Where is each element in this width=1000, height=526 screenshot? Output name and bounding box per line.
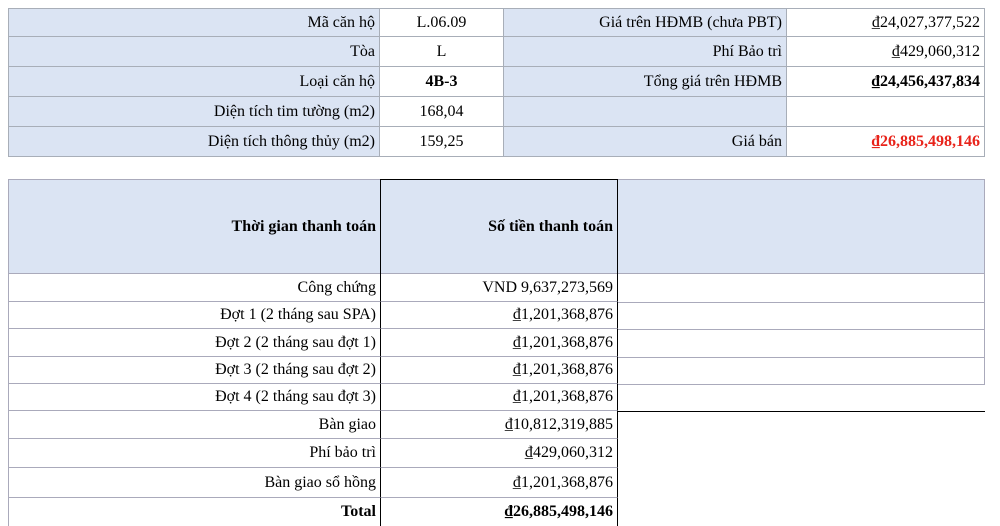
payment-label-installment-1: Đợt 1 (2 tháng sau SPA) (8, 302, 380, 329)
apartment-code-label: Mã căn hộ (8, 8, 380, 37)
apartment-type-value: 4B-3 (380, 67, 504, 97)
total-contract-price-label: Tổng giá trên HĐMB (504, 67, 787, 97)
payment-label-installment-4: Đợt 4 (2 tháng sau đợt 3) (8, 384, 380, 411)
empty-value-cell (787, 97, 985, 127)
gross-area-value: 168,04 (380, 97, 504, 127)
maintenance-fee-value: ₫429,060,312 (787, 37, 985, 67)
payment-amount-maintenance-fee: ₫429,060,312 (380, 439, 618, 468)
net-area-label: Diện tích thông thủy (m2) (8, 127, 380, 157)
row-divider (618, 357, 985, 358)
row-divider (618, 329, 985, 330)
row-divider (618, 302, 985, 303)
payment-amount-installment-3: ₫1,201,368,876 (380, 357, 618, 384)
payment-amount-pink-book-handover: ₫1,201,368,876 (380, 468, 618, 498)
gross-area-label: Diện tích tim tường (m2) (8, 97, 380, 127)
contract-price-value: ₫24,027,377,522 (787, 8, 985, 37)
apartment-code-value: L.06.09 (380, 8, 504, 37)
sale-price-value: ₫26,885,498,146 (787, 127, 985, 157)
empty-label-cell (504, 97, 787, 127)
total-contract-price-value: ₫24,456,437,834 (787, 67, 985, 97)
payment-total-label: Total (8, 498, 380, 526)
payment-label-pink-book-handover: Bàn giao sổ hồng (8, 468, 380, 498)
apartment-type-label: Loại căn hộ (8, 67, 380, 97)
payment-amount-notarization: VND 9,637,273,569 (380, 274, 618, 302)
payment-amount-handover: ₫10,812,319,885 (380, 411, 618, 439)
row-divider (618, 411, 985, 412)
tower-label: Tòa (8, 37, 380, 67)
schedule-header-amount: Số tiền thanh toán (380, 179, 618, 274)
payment-amount-installment-4: ₫1,201,368,876 (380, 384, 618, 411)
payment-label-installment-3: Đợt 3 (2 tháng sau đợt 2) (8, 357, 380, 384)
payment-amount-installment-1: ₫1,201,368,876 (380, 302, 618, 329)
maintenance-fee-label: Phí Bảo trì (504, 37, 787, 67)
net-area-value: 159,25 (380, 127, 504, 157)
tower-value: L (380, 37, 504, 67)
payment-label-maintenance-fee: Phí bảo trì (8, 439, 380, 468)
contract-price-label: Giá trên HĐMB (chưa PBT) (504, 8, 787, 37)
payment-label-installment-2: Đợt 2 (2 tháng sau đợt 1) (8, 329, 380, 357)
schedule-header-time: Thời gian thanh toán (231, 217, 376, 235)
sale-price-label: Giá bán (504, 127, 787, 157)
payment-label-handover: Bàn giao (8, 411, 380, 439)
payment-total-amount: ₫26,885,498,146 (380, 498, 618, 526)
payment-label-notarization: Công chứng (8, 274, 380, 302)
payment-amount-installment-2: ₫1,201,368,876 (380, 329, 618, 357)
